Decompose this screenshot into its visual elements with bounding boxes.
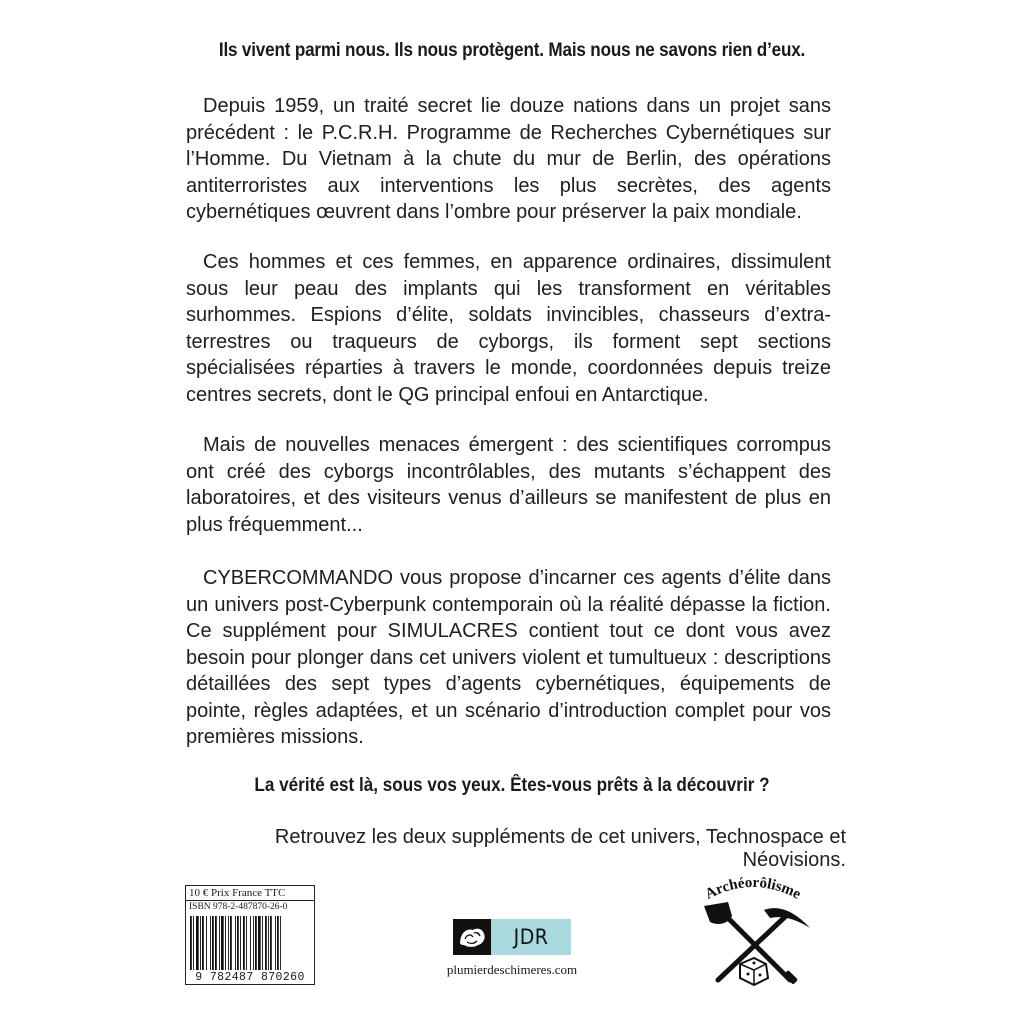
barcode-box <box>185 885 315 985</box>
paragraph-cybercommando: CYBERCOMMANDO vous propose d’incarner ces agents d’élite dans un univers post-Cyberpunk contemporain où la réalité dépasse la fiction. Ce supplément pour SIMULACRES contient tout ce dont vous avez besoin pour plonger dans cet univers violent et tumultueux : descriptions détaillées des sept types d’agents cybernétiques, équipements de pointe, règles adaptées, et un scénario d’introduction complet pour vos premières missions. <box>186 567 831 748</box>
isbn-label: ISBN 978-2-487870-26-0 <box>189 902 288 912</box>
publisher-website: plumierdeschimeres.com <box>446 962 578 977</box>
supplements-note: Retrouvez les deux suppléments de cet univers, Technospace et Néovisions. <box>274 826 846 871</box>
barcode-digits: 9 782487 870260 <box>195 971 305 984</box>
jdr-badge: JDR <box>491 919 571 955</box>
barcode-icon <box>189 916 311 970</box>
closing-question: La vérité est là, sous vos yeux. Êtes-vous prêts à la découvrir ? <box>254 775 770 796</box>
paragraph-intro: Depuis 1959, un traité secret lie douze nations dans un projet sans précédent : le P.C.R.H. Programme de Recherches Cybernétiques sur l’Homme. Du Vietnam à la chute du mur de Berlin, des opérations antiterroristes aux interventions les plus secrètes, des agents cybernétiques œuvrent dans l’ombre pour préserver la paix mondiale. <box>186 95 831 223</box>
svg-text:Archéorôlisme <box>703 875 804 903</box>
price-label: 10 € Prix France TTC <box>186 886 314 901</box>
archeorolisme-title: Archéorôlisme <box>702 874 804 903</box>
archeorolisme-logo <box>688 872 818 992</box>
paragraph-threats: Mais de nouvelles menaces émergent : des scientifiques corrompus ont créé des cyborgs incontrôlables, des mutants s’échappent des laboratoires, et des visiteurs venus d’ailleurs se manifestent de plus en plus fréquemment... <box>186 434 831 536</box>
paragraph-agents: Ces hommes et ces femmes, en apparence ordinaires, dissimulent sous leur peau des implants qui les transforment en véritables surhommes. Espions d’élite, soldats invincibles, chasseurs d’extra-terrestres ou traqueurs de cyborgs, ils forment sept sections spécialisées réparties à travers le monde, coordonnées depuis treize centres secrets, dont le QG principal enfoui en Antarctique. <box>186 251 831 406</box>
publisher-logo <box>453 919 571 955</box>
chimera-icon <box>453 919 491 955</box>
tagline: Ils vivent parmi nous. Ils nous protègent. Mais nous ne savons rien d’eux. <box>218 40 806 61</box>
dice-icon <box>740 958 768 985</box>
